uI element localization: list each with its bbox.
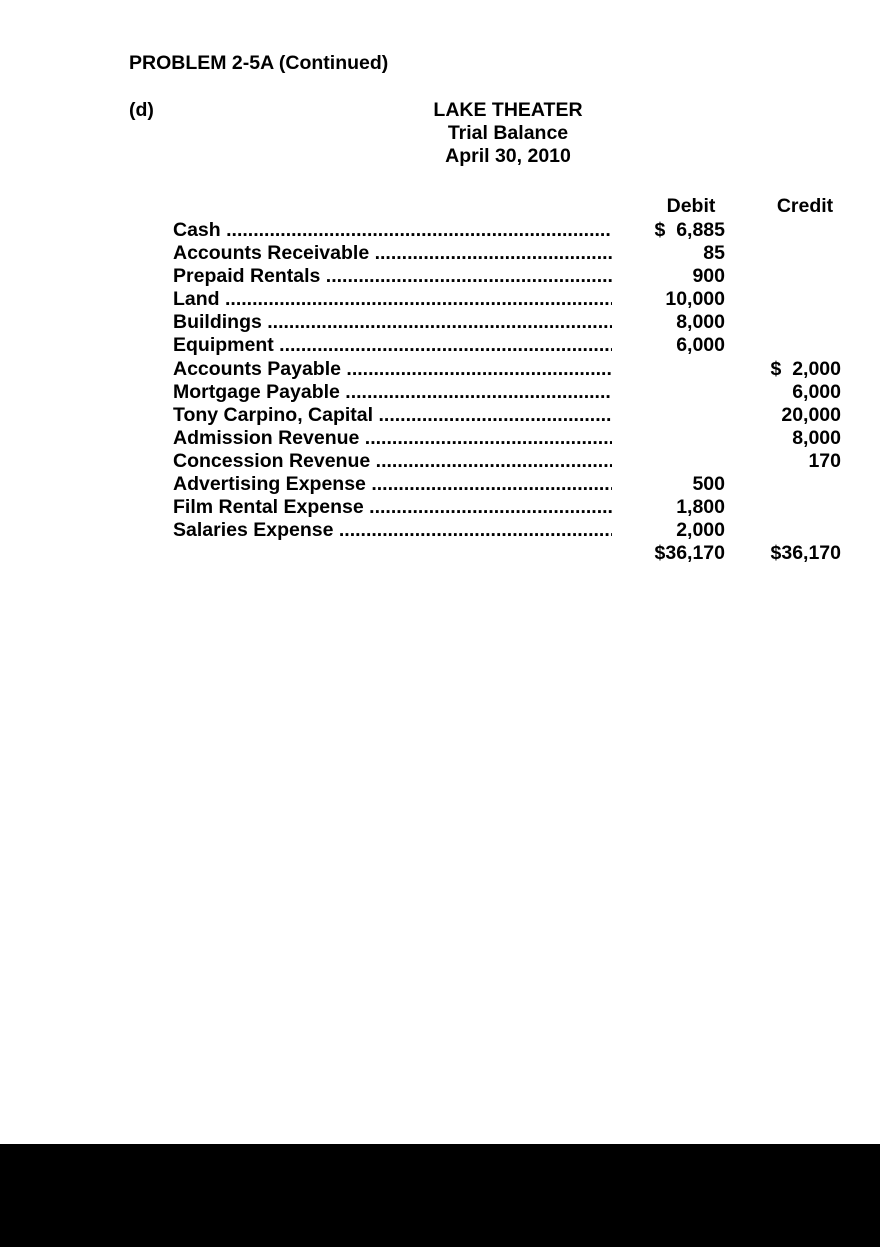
debit-amount: 1,800 bbox=[676, 496, 725, 519]
account-name: Accounts Payable ..... bbox=[173, 358, 612, 381]
bottom-black-band bbox=[0, 1144, 880, 1247]
account-name: Accounts Receivable ..... bbox=[173, 242, 612, 265]
problem-title: PROBLEM 2-5A (Continued) bbox=[129, 52, 389, 74]
account-name: Advertising Expense ..... bbox=[173, 473, 612, 496]
credit-amount: $ 2,000 bbox=[770, 357, 841, 380]
statement-header bbox=[380, 99, 636, 168]
credit-amount: 20,000 bbox=[781, 403, 841, 426]
table-row bbox=[173, 358, 873, 381]
debit-amount: 85 bbox=[703, 242, 725, 265]
credit-total: $36,170 bbox=[770, 542, 841, 565]
table-row bbox=[173, 427, 873, 450]
table-row bbox=[173, 265, 873, 288]
debit-amount: 2,000 bbox=[676, 519, 725, 542]
debit-amount: 500 bbox=[692, 473, 725, 496]
debit-amount: $ 6,885 bbox=[654, 219, 725, 241]
debit-column-header: Debit bbox=[666, 195, 716, 217]
table-row bbox=[173, 404, 873, 427]
statement-date: April 30, 2010 bbox=[445, 145, 571, 167]
account-name: Salaries Expense ..... bbox=[173, 519, 612, 542]
table-row bbox=[173, 473, 873, 496]
part-label: (d) bbox=[129, 99, 154, 121]
debit-amount: 10,000 bbox=[665, 288, 725, 311]
account-name: Film Rental Expense ..... bbox=[173, 496, 612, 519]
table-row bbox=[173, 496, 873, 519]
debit-amount: 8,000 bbox=[676, 311, 725, 334]
account-name: Equipment ..... bbox=[173, 334, 612, 357]
table-row bbox=[173, 450, 873, 473]
company-name: LAKE THEATER bbox=[433, 99, 583, 121]
account-name: Land ..... bbox=[173, 288, 612, 311]
debit-amount: 900 bbox=[692, 265, 725, 288]
table-row bbox=[173, 288, 873, 311]
table-row bbox=[173, 242, 873, 265]
debit-amount: 6,000 bbox=[676, 334, 725, 357]
credit-amount: 8,000 bbox=[792, 426, 841, 449]
table-row bbox=[173, 519, 873, 542]
account-name: Buildings ..... bbox=[173, 311, 612, 334]
account-name: Tony Carpino, Capital ..... bbox=[173, 404, 612, 427]
account-name: Prepaid Rentals ..... bbox=[173, 265, 612, 288]
totals-row bbox=[173, 542, 873, 565]
table-row bbox=[173, 311, 873, 334]
debit-total: $36,170 bbox=[654, 542, 725, 565]
account-name: Mortgage Payable ..... bbox=[173, 381, 612, 404]
table-row bbox=[173, 334, 873, 357]
table-row bbox=[173, 219, 873, 242]
statement-title: Trial Balance bbox=[447, 122, 569, 144]
trial-balance-table bbox=[173, 219, 873, 565]
account-name: Cash ..... bbox=[173, 219, 612, 242]
credit-amount: 6,000 bbox=[792, 380, 841, 403]
credit-column-header: Credit bbox=[776, 195, 834, 217]
account-name: Admission Revenue ..... bbox=[173, 427, 612, 450]
account-name: Concession Revenue ..... bbox=[173, 450, 612, 473]
table-row bbox=[173, 381, 873, 404]
credit-amount: 170 bbox=[808, 449, 841, 472]
